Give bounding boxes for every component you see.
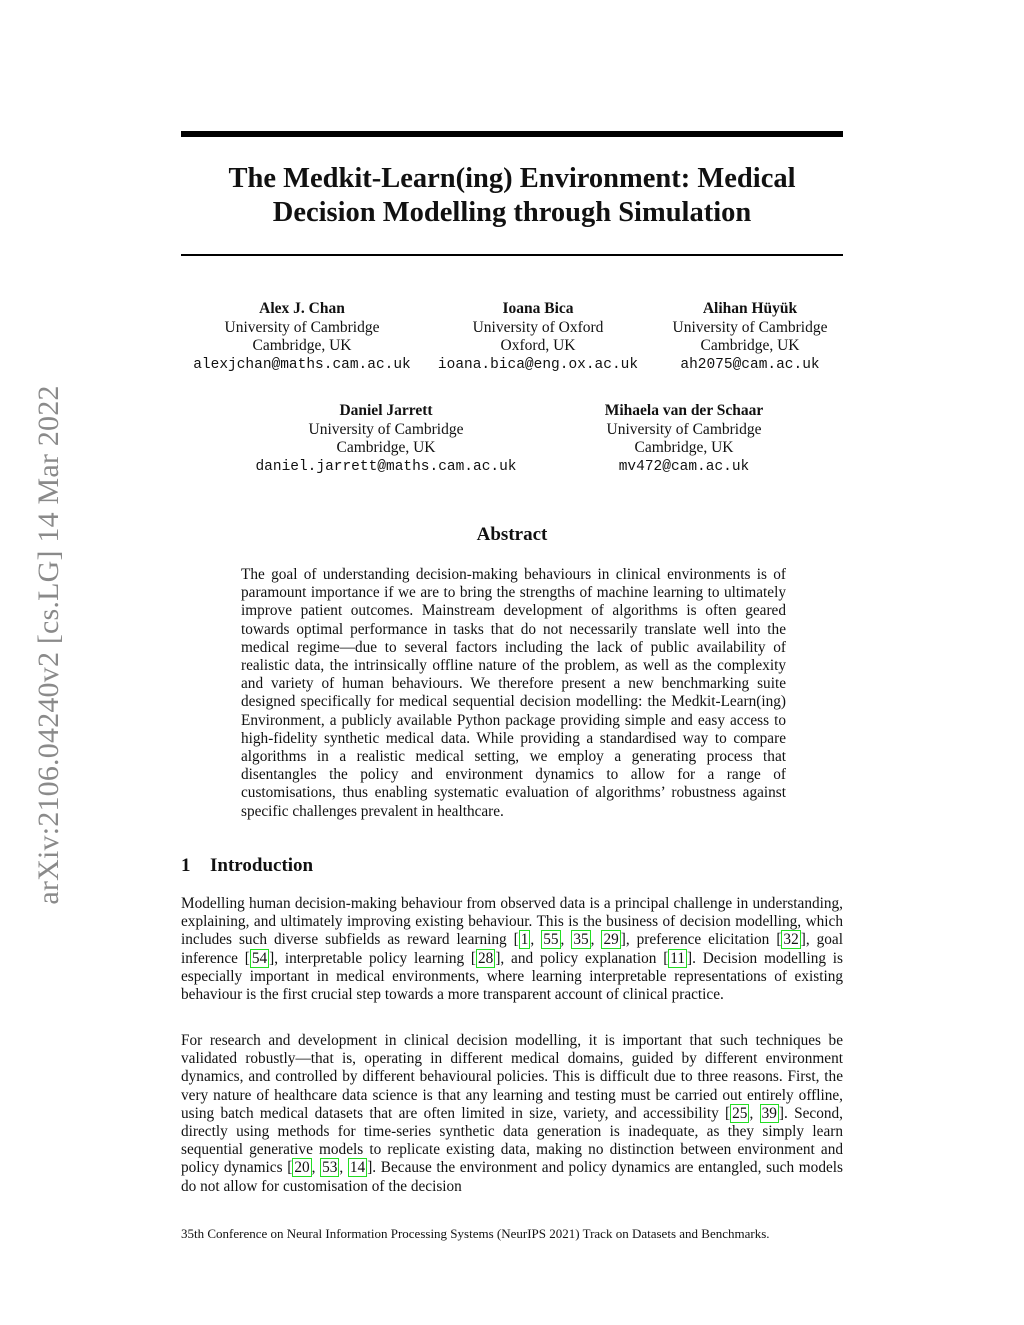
author-block-chan: [179, 300, 425, 374]
citation-link[interactable]: 20: [294, 1159, 310, 1177]
citation-link[interactable]: 1: [520, 931, 529, 949]
author-block-bica: [425, 300, 651, 374]
author-location: Oxford, UK: [500, 337, 576, 354]
author-name: Daniel Jarrett: [339, 402, 433, 419]
intro-paragraph-1: Modelling human decision-making behaviour from observed data is a principal challenge in understanding, explaining, and ultimately improving existing behaviour. This is the business of decision modelling, which includes such diverse subfields as reward learning [ 1 , 55 , 35 , 29 ], preference elicitation [ 32 ], goal inference [ 54 ], interpretable policy learning [ 28 ], and policy explanation [ 11 ]. Decision modelling is especially important in medical environments, where learning interpretable representations of existing behaviour is the first crucial step towards a more transparent account of clinical practice.: [181, 895, 844, 1004]
author-location: Cambridge, UK: [634, 439, 734, 456]
paragraph-text: For research and development in clinical decision modelling, it is important that such techniques be validated robustly—that is, operating in different medical domains, guided by different environment dynamics, and controlled by different behavioural policies. This is difficult due to three reasons. First, the very nature of healthcare data science is that any learning and testing must be carried out entirely offline, using batch medical datasets that are often limited in size, variety, and accessibility [: [181, 1032, 843, 1122]
citation-link[interactable]: 14: [349, 1159, 366, 1177]
paragraph-text: ], interpretable policy learning [: [269, 949, 477, 967]
author-email[interactable]: mv472@cam.ac.uk: [618, 458, 750, 475]
author-name: Alihan Hüyük: [702, 300, 798, 317]
title-top-rule: [181, 131, 843, 137]
paragraph-text: ], goal inference [: [181, 931, 843, 967]
citation-link[interactable]: 54: [251, 949, 268, 967]
author-email[interactable]: daniel.jarrett@maths.cam.ac.uk: [255, 458, 517, 475]
paragraph-text: ]. Second, directly using methods for time-series synthetic data generation is inadequate, as they simply learn sequential generative models to replicate existing data, making no distinction between environment and policy dynamics [: [181, 1104, 843, 1177]
abstract-text: The goal of understanding decision-making behaviours in clinical environments is of paramount importance if we are to bring the strengths of machine learning to ultimately improve patient outcomes. Mainstream development of algorithms is often geared towards optimal performance in tasks that do not necessarily translate well into the medical regime—due to several factors including the lack of public availability of realistic data, the intrinsically offline nature of the problem, as well as the complexity and variety of human behaviours. We therefore present a new benchmarking suite designed specifically for medical sequential decision modelling: the Medkit-Learn(ing) Environment, a publicly available Python package providing simple and easy access to high-fidelity synthetic medical data. While providing a standardised way to compare algorithms in a realistic medical setting, we employ a generating process that disentangles the policy and environment dynamics to allow for a range of customisations, thus enabling systematic evaluation of algorithms’ robustness against specific challenges prevalent in healthcare.: [241, 566, 786, 820]
author-email[interactable]: ioana.bica@eng.ox.ac.uk: [437, 356, 639, 373]
citation-link[interactable]: 11: [670, 949, 686, 967]
author-affiliation: University of Cambridge: [308, 420, 464, 438]
intro-paragraph-2: For research and development in clinical decision modelling, it is important that such techniques be validated robustly—that is, operating in different medical domains, guided by different environment dynamics, and controlled by different behavioural policies. This is difficult due to three reasons. First, the very nature of healthcare data science is that any learning and testing must be carried out entirely offline, using batch medical datasets that are often limited in size, variety, and accessibility [ 25 , 39 ]. Second, directly using methods for time-series synthetic data generation is inadequate, as they simply learn sequential generative models to replicate existing data, making no distinction between environment and policy dynamics [ 20 , 53 , 14 ]. Because the environment and policy dynamics are entangled, such models do not allow for customisation of the decision: [181, 1032, 843, 1195]
citation-link[interactable]: 29: [603, 931, 619, 949]
author-location: Cambridge, UK: [252, 337, 352, 354]
author-affiliation: University of Oxford: [472, 318, 604, 336]
section-title: Introduction: [210, 855, 314, 876]
author-email[interactable]: ah2075@cam.ac.uk: [680, 356, 820, 373]
arxiv-identifier: [32, 350, 66, 940]
paragraph-text: ], preference elicitation [: [620, 931, 782, 949]
paper-title: [181, 162, 843, 230]
author-block-jarrett: [241, 402, 531, 476]
citation-link[interactable]: 55: [543, 931, 559, 949]
author-email[interactable]: alexjchan@maths.cam.ac.uk: [193, 356, 411, 373]
title-bottom-rule: [181, 254, 843, 256]
author-location: Cambridge, UK: [700, 337, 800, 354]
citation-link[interactable]: 28: [478, 949, 494, 967]
paragraph-text: ], and policy explanation [: [495, 949, 669, 967]
author-affiliation: University of Cambridge: [672, 318, 828, 336]
citation-link[interactable]: 53: [322, 1159, 338, 1177]
title-line-1: The Medkit-Learn(ing) Environment: Medical: [228, 163, 796, 194]
arxiv-identifier-text: arXiv:2106.04240v2 [cs.LG] 14 Mar 2022: [32, 385, 65, 905]
author-location: Cambridge, UK: [336, 439, 436, 456]
author-block-vanderschaar: [584, 402, 784, 476]
section-number: 1: [181, 855, 191, 876]
title-line-2: Decision Modelling through Simulation: [272, 197, 752, 228]
citation-link[interactable]: 25: [732, 1104, 748, 1122]
citation-link[interactable]: 35: [573, 931, 589, 949]
author-affiliation: University of Cambridge: [224, 318, 380, 336]
abstract-heading: Abstract: [476, 524, 548, 545]
citation-link[interactable]: 39: [761, 1104, 777, 1122]
paragraph-text: ]. Because the environment and policy dynamics are entangled, such models do not allow for customisation of the decision: [181, 1159, 843, 1195]
author-block-huyuk: [657, 300, 843, 374]
conference-footnote: 35th Conference on Neural Information Processing Systems (NeurIPS 2021) Track on Datasets and Benchmarks.: [181, 1226, 770, 1241]
author-name: Mihaela van der Schaar: [604, 402, 764, 419]
author-name: Ioana Bica: [502, 300, 574, 317]
paragraph-text: ]. Decision modelling is especially important in medical environments, where learning interpretable representations of existing behaviour is the first crucial step towards a more transparent account of clinical practice.: [181, 949, 844, 1004]
section-heading-introduction: [181, 855, 843, 877]
author-name: Alex J. Chan: [259, 300, 345, 317]
author-affiliation: University of Cambridge: [606, 420, 762, 438]
paragraph-text: Modelling human decision-making behaviour from observed data is a principal challenge in understanding, explaining, and ultimately improving existing behaviour. This is the business of decision modelling, which includes such diverse subfields as reward learning [: [181, 895, 843, 949]
citation-link[interactable]: 32: [783, 931, 799, 949]
